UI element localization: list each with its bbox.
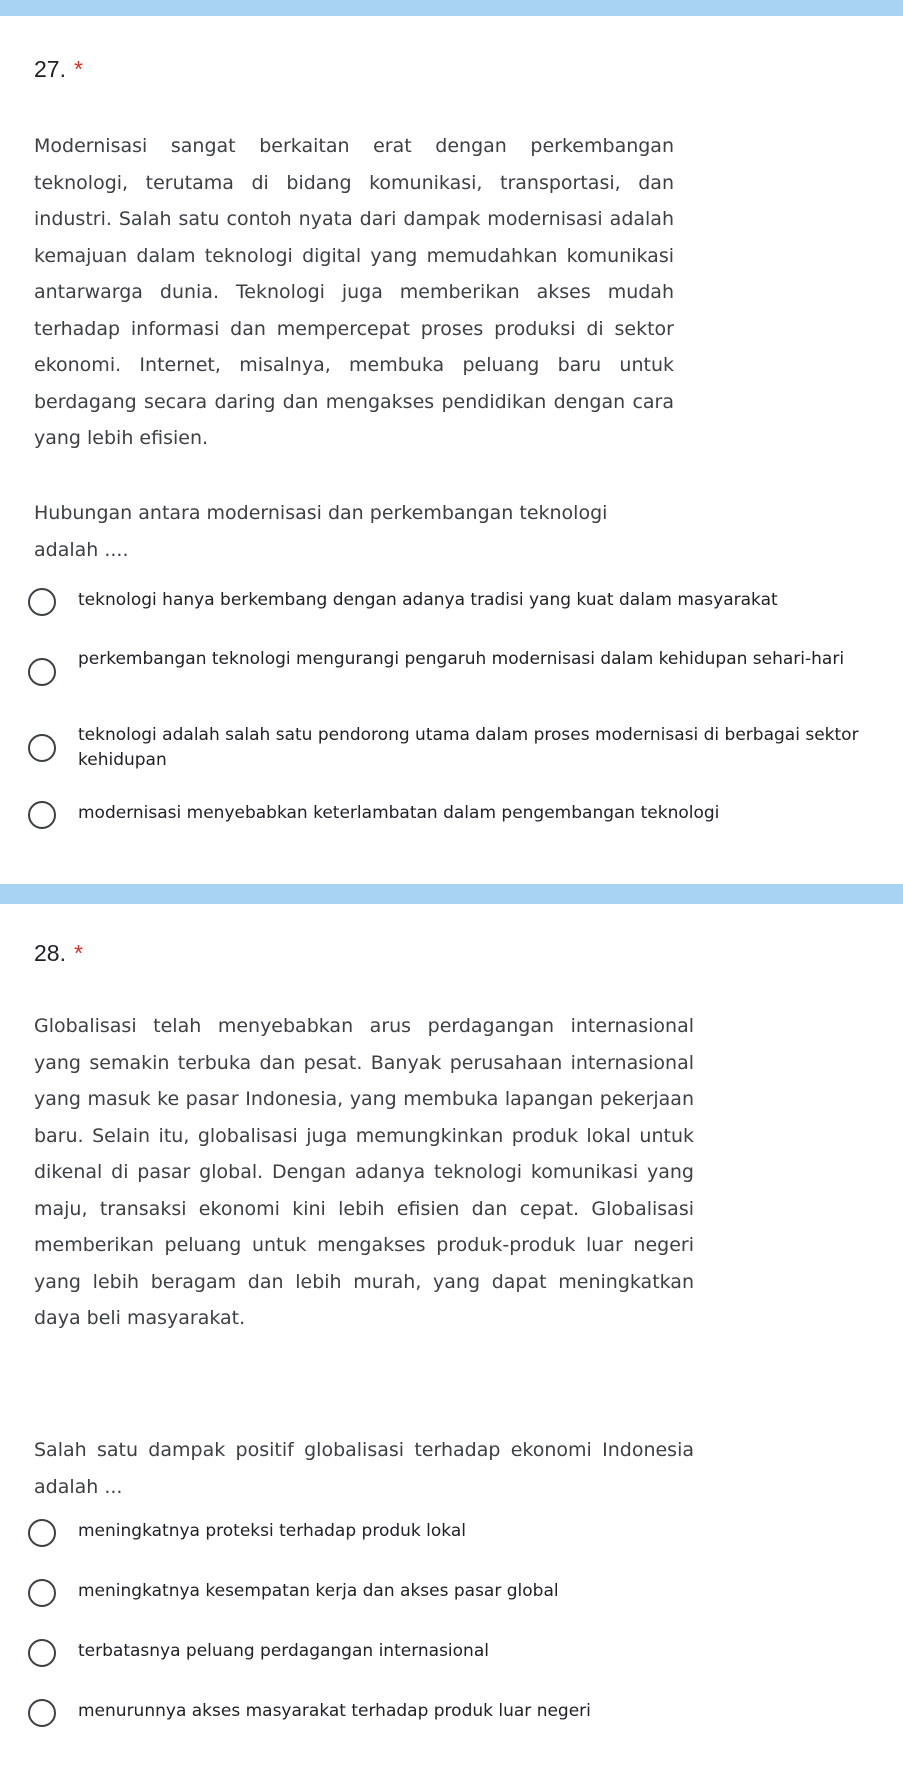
required-asterisk: * — [73, 56, 83, 82]
option-radio-d[interactable] — [28, 801, 898, 829]
question-card-27 — [0, 16, 903, 884]
option-label[interactable]: perkembangan teknologi mengurangi pengaruh modernisasi dalam kehidupan sehari-hari — [78, 649, 845, 669]
option-radio-c[interactable] — [28, 723, 898, 773]
option-radio-c[interactable] — [28, 1639, 898, 1667]
option-label[interactable]: meningkatnya proteksi terhadap produk lokal — [78, 1521, 466, 1541]
option-radio-d[interactable] — [28, 1699, 898, 1727]
option-label[interactable]: menurunnya akses masyarakat terhadap produk luar negeri — [78, 1701, 591, 1721]
question-prompt: Hubungan antara modernisasi dan perkembangan teknologi adalah .... — [34, 502, 608, 561]
option-radio-b[interactable] — [28, 1579, 898, 1607]
question-separator-band — [0, 884, 903, 904]
question-number-text: 27. — [34, 56, 66, 82]
question-number — [34, 940, 83, 967]
option-label[interactable]: teknologi adalah salah satu pendorong utama dalam proses modernisasi di berbagai sektor kehidupan — [78, 725, 859, 770]
question-number-text: 28. — [34, 940, 66, 966]
radio-circle-icon[interactable] — [28, 1579, 56, 1607]
radio-circle-icon[interactable] — [28, 734, 56, 762]
question-prompt: Salah satu dampak positif globalisasi terhadap ekonomi Indonesia adalah ... — [34, 1439, 694, 1498]
top-band — [0, 0, 903, 16]
option-radio-a[interactable] — [28, 1519, 898, 1547]
radio-circle-icon[interactable] — [28, 588, 56, 616]
question-passage: Globalisasi telah menyebabkan arus perdagangan internasional yang semakin terbuka dan pesat. Banyak perusahaan internasional yang masuk ke pasar Indonesia, yang membuka lapangan pekerjaan baru. Selain itu, globalisasi juga memungkinkan produk lokal untuk dikenal di pasar global. Dengan adanya teknologi komunikasi yang maju, transaksi ekonomi kini lebih efisien dan cepat. Globalisasi memberikan peluang untuk mengakses produk-produk luar negeri yang lebih beragam dan lebih murah, yang dapat meningkatkan daya beli masyarakat. — [34, 1015, 694, 1329]
option-radio-a[interactable] — [28, 588, 898, 616]
option-radio-b[interactable] — [28, 647, 898, 686]
question-passage: Modernisasi sangat berkaitan erat dengan perkembangan teknologi, terutama di bidang komunikasi, transportasi, dan industri. Salah satu contoh nyata dari dampak modernisasi adalah kemajuan dalam teknologi digital yang memudahkan komunikasi antarwarga dunia. Teknologi juga memberikan akses mudah terhadap informasi dan mempercepat proses produksi di sektor ekonomi. Internet, misalnya, membuka peluang baru untuk berdagang secara daring dan mengakses pendidikan dengan cara yang lebih efisien. — [34, 135, 674, 449]
option-label[interactable]: modernisasi menyebabkan keterlambatan dalam pengembangan teknologi — [78, 803, 720, 823]
radio-circle-icon[interactable] — [28, 1639, 56, 1667]
radio-circle-icon[interactable] — [28, 658, 56, 686]
option-label[interactable]: teknologi hanya berkembang dengan adanya tradisi yang kuat dalam masyarakat — [78, 590, 778, 610]
radio-circle-icon[interactable] — [28, 1699, 56, 1727]
option-label[interactable]: meningkatnya kesempatan kerja dan akses pasar global — [78, 1581, 559, 1601]
option-label[interactable]: terbatasnya peluang perdagangan internasional — [78, 1641, 489, 1661]
question-number — [34, 56, 83, 83]
question-card-28 — [0, 904, 903, 1779]
radio-circle-icon[interactable] — [28, 1519, 56, 1547]
radio-circle-icon[interactable] — [28, 801, 56, 829]
required-asterisk: * — [73, 940, 83, 966]
